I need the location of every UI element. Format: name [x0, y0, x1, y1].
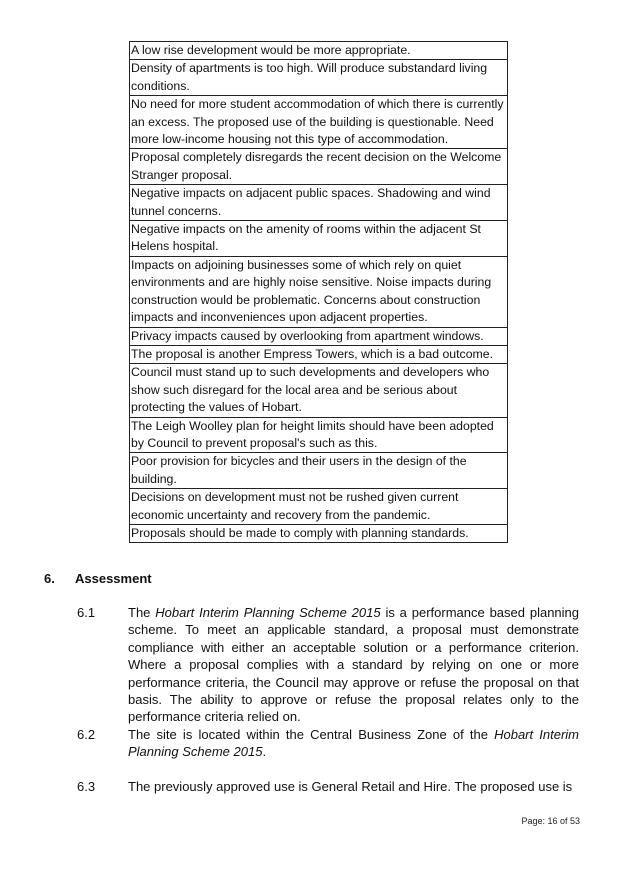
scheme-name: Hobart Interim Planning Scheme 2015 — [155, 605, 381, 620]
paragraph-text: The site is located within the Central Business Zone of the Hobart Interim Planning Scheme 2015. — [128, 727, 579, 760]
page-footer: Page: 16 of 53 — [521, 816, 580, 826]
scheme-name: Hobart Interim Planning Scheme 2015 — [128, 727, 579, 760]
paragraph-number: 6.3 — [77, 779, 96, 794]
table-row — [130, 327, 508, 345]
concern-cell: Poor provision for bicycles and their users in the design of the building. — [130, 453, 508, 489]
table-row — [130, 256, 508, 327]
table-row — [130, 364, 508, 417]
concern-cell: Impacts on adjoining businesses some of which rely on quiet environments and are highly noise sensitive. Noise impacts during construction would be problematic. Concerns about construction impacts and inconveniences upon adjacent properties. — [130, 256, 508, 327]
table-row — [130, 345, 508, 363]
concern-cell: Negative impacts on the amenity of rooms within the adjacent St Helens hospital. — [130, 221, 508, 257]
table-row — [130, 185, 508, 221]
paragraph-6-2 — [77, 726, 579, 761]
table-row — [130, 417, 508, 453]
section-number: 6. — [44, 571, 55, 586]
table-row — [130, 489, 508, 525]
paragraph-text: The Hobart Interim Planning Scheme 2015 is a performance based planning scheme. To meet an applicable standard, a proposal must demonstrate compliance with either an acceptable solution or a performance criterion. Where a proposal complies with a standard by relying on one or more performance criteria, the Council may approve or refuse the proposal on that basis. The ability to approve or refuse the proposal relates only to the performance criteria relied on. — [128, 605, 579, 725]
paragraph-6-1 — [77, 604, 579, 726]
concern-cell: A low rise development would be more appropriate. — [130, 42, 508, 60]
paragraph-text: The previously approved use is General Retail and Hire. The proposed use is — [128, 779, 573, 794]
concern-cell: Decisions on development must not be rushed given current economic uncertainty and recovery from the pandemic. — [130, 489, 508, 525]
table-row — [130, 96, 508, 149]
paragraph-number: 6.2 — [77, 727, 96, 742]
table-row — [130, 42, 508, 60]
concern-cell: The proposal is another Empress Towers, which is a bad outcome. — [130, 345, 508, 363]
concern-cell: The Leigh Woolley plan for height limits should have been adopted by Council to prevent proposal's such as this. — [130, 417, 508, 453]
table-row — [130, 524, 508, 542]
table-row — [130, 149, 508, 185]
concern-cell: Negative impacts on adjacent public spaces. Shadowing and wind tunnel concerns. — [130, 185, 508, 221]
concern-cell: Proposal completely disregards the recent decision on the Welcome Stranger proposal. — [130, 149, 508, 185]
concern-cell: Density of apartments is too high. Will produce substandard living conditions. — [130, 60, 508, 96]
table-row — [130, 221, 508, 257]
concern-cell: No need for more student accommodation of which there is currently an excess. The proposed use of the building is questionable. Need more low-income housing not this type of accommodation. — [130, 96, 508, 149]
concerns-table — [129, 41, 508, 543]
concern-cell: Council must stand up to such developments and developers who show such disregard for the local area and be serious about protecting the values of Hobart. — [130, 364, 508, 417]
paragraph-number: 6.1 — [77, 605, 96, 620]
section-title: Assessment — [75, 571, 152, 586]
paragraph-6-3 — [77, 778, 579, 795]
table-row — [130, 453, 508, 489]
table-row — [130, 60, 508, 96]
concern-cell: Proposals should be made to comply with planning standards. — [130, 524, 508, 542]
concern-cell: Privacy impacts caused by overlooking from apartment windows. — [130, 327, 508, 345]
